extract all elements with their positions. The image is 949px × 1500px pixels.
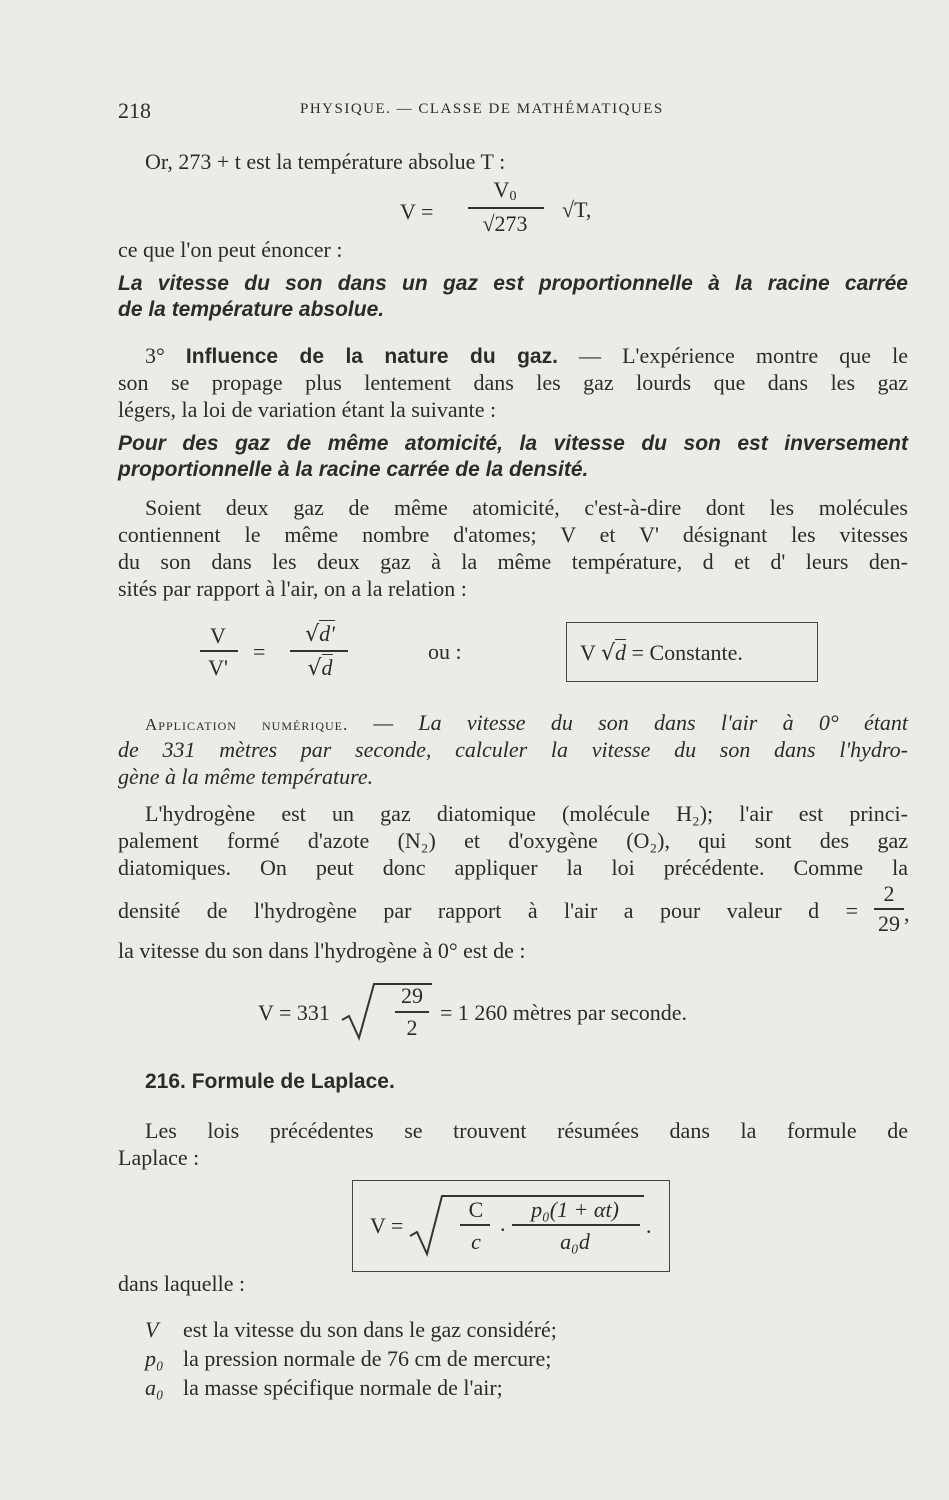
law-density-line1: Pour des gaz de même atomicité, la vitesse du son est inversement [118,432,908,455]
p5-line1: Les lois précédentes se trouvent résumées dans la formule de [145,1118,908,1143]
formula1-denominator: √273 [482,211,528,236]
section3-line2: son se propage plus lentement dans les gaz lourds que dans les gaz [118,370,908,395]
formula2-boxed-rest: = Constante. [631,640,743,665]
formula2-boxed-text [580,639,743,667]
sqrt-symbol-icon: √ [305,622,320,647]
section3-number: 3° [145,343,165,368]
law-density-line2: proportionnelle à la racine carrée de la densité. [118,458,589,481]
definition-text: la pression normale de 76 cm de mercure; [183,1346,552,1371]
formula1-num-sub: 0 [509,189,517,204]
formula3-rhs: = 1 260 mètres par seconde. [440,1000,687,1025]
formula4-f1-num: C [468,1197,484,1222]
formula4-f2-bar [512,1224,640,1226]
section216-heading [145,1070,395,1094]
definition-symbol: V [145,1317,159,1342]
formula4-f2-num: p₀(1 + αt) [531,1197,619,1222]
formula4-lhs: V = [370,1213,404,1238]
sqrt-symbol-icon: √ [601,641,616,666]
p4-frac-num: 2 [883,881,895,906]
formula3-bar [395,1011,429,1013]
section216-title: Formule de Laplace. [191,1070,395,1093]
formula2-left-bar [200,650,238,652]
definition-symbol: a₀ [145,1375,164,1400]
sqrt-symbol-icon: √ [307,656,322,681]
formula3-den: 2 [406,1015,418,1040]
formula2-left-num: V [210,623,226,648]
p4-line5: la vitesse du son dans l'hydrogène à 0° est de : [118,938,526,963]
formula2-right-num [290,620,350,648]
definition-symbol: p₀ [145,1346,164,1371]
section3-line1-rest: — L'expérience montre que le [579,343,909,368]
formula4-f2-den: a₀d [560,1229,590,1254]
definition-text: la masse spécifique normale de l'air; [183,1375,503,1400]
running-title: PHYSIQUE. — CLASSE DE MATHÉMATIQUES [300,101,664,117]
p3-line4: sités par rapport à l'air, on a la relation : [118,576,467,601]
application-line3: gène à la même température. [118,764,374,789]
p4-line4: densité de l'hydrogène par rapport à l'air a pour valeur d = [118,898,858,923]
formula2-right-den-value: d [321,655,333,680]
application-label: Application numérique. [145,715,349,734]
formula1-lhs: V = [400,199,434,224]
p4-line1: L'hydrogène est un gaz diatomique (molécule H₂); l'air est princi- [145,801,908,826]
formula4-dot: . [500,1211,506,1236]
paragraph-dans-laquelle: dans laquelle : [118,1271,246,1296]
p5-line2: Laplace : [118,1145,200,1170]
formula2-eq: = [253,639,266,664]
p4-frac-den: 29 [878,911,900,936]
definition-item [145,1316,557,1343]
formula1-numerator [465,176,545,203]
formula1-fraction-bar [468,207,544,209]
formula2-boxed-rad: d [615,640,627,665]
application-line1-rest: — La vitesse du son dans l'air à 0° étant [373,710,908,735]
definition-item [145,1345,551,1372]
definition-item [145,1374,503,1401]
application-line2: de 331 mètres par seconde, calculer la vitesse du son dans l'hydro- [118,737,908,762]
formula2-right-bar [290,650,348,652]
law-temperature-line1: La vitesse du son dans un gaz est proportionnelle à la racine carrée [118,272,908,295]
p4-line3: diatomiques. On peut donc appliquer la loi précédente. Comme la [118,855,908,880]
section216-number: 216. [145,1070,186,1093]
formula4-f1-den: c [471,1229,481,1254]
formula2-left-den: V' [208,655,228,680]
section3-line3: légers, la loi de variation étant la suivante : [118,397,497,422]
p3-line1: Soient deux gaz de même atomicité, c'est-à-dire dont les molécules [145,495,908,520]
p3-line2: contiennent le même nombre d'atomes; V et V' désignant les vitesses [118,522,908,547]
definition-text: est la vitesse du son dans le gaz considéré; [183,1317,557,1342]
section3-line1 [145,342,908,370]
formula2-right-den [290,654,350,682]
formula3-lhs: V = 331 [258,1000,330,1025]
formula1-num-v: V [493,177,510,202]
paragraph-absolute-temperature: Or, 273 + t est la température absolue T : [145,149,506,174]
paragraph-enoncer: ce que l'on peut énoncer : [118,237,343,262]
p3-line3: du son dans les deux gaz à la même température, d et d' leurs den- [118,549,908,574]
formula3-num: 29 [401,983,423,1008]
law-temperature-line2: de la température absolue. [118,298,385,321]
page-number: 218 [118,98,151,123]
formula4-tail: . [646,1213,652,1238]
formula2-boxed-v: V [580,640,596,665]
formula4-f1-bar [460,1224,490,1226]
section3-title: Influence de la nature du gaz. [185,345,558,368]
p4-line2: palement formé d'azote (N₂) et d'oxygène (O₂), qui sont des gaz [118,828,908,853]
formula2-right-num-value: d' [319,621,335,646]
p4-frac-tail: , [904,901,910,926]
formula2-or: ou : [428,639,462,664]
application-line1 [145,709,908,738]
formula1-rhs: √T, [562,197,592,222]
